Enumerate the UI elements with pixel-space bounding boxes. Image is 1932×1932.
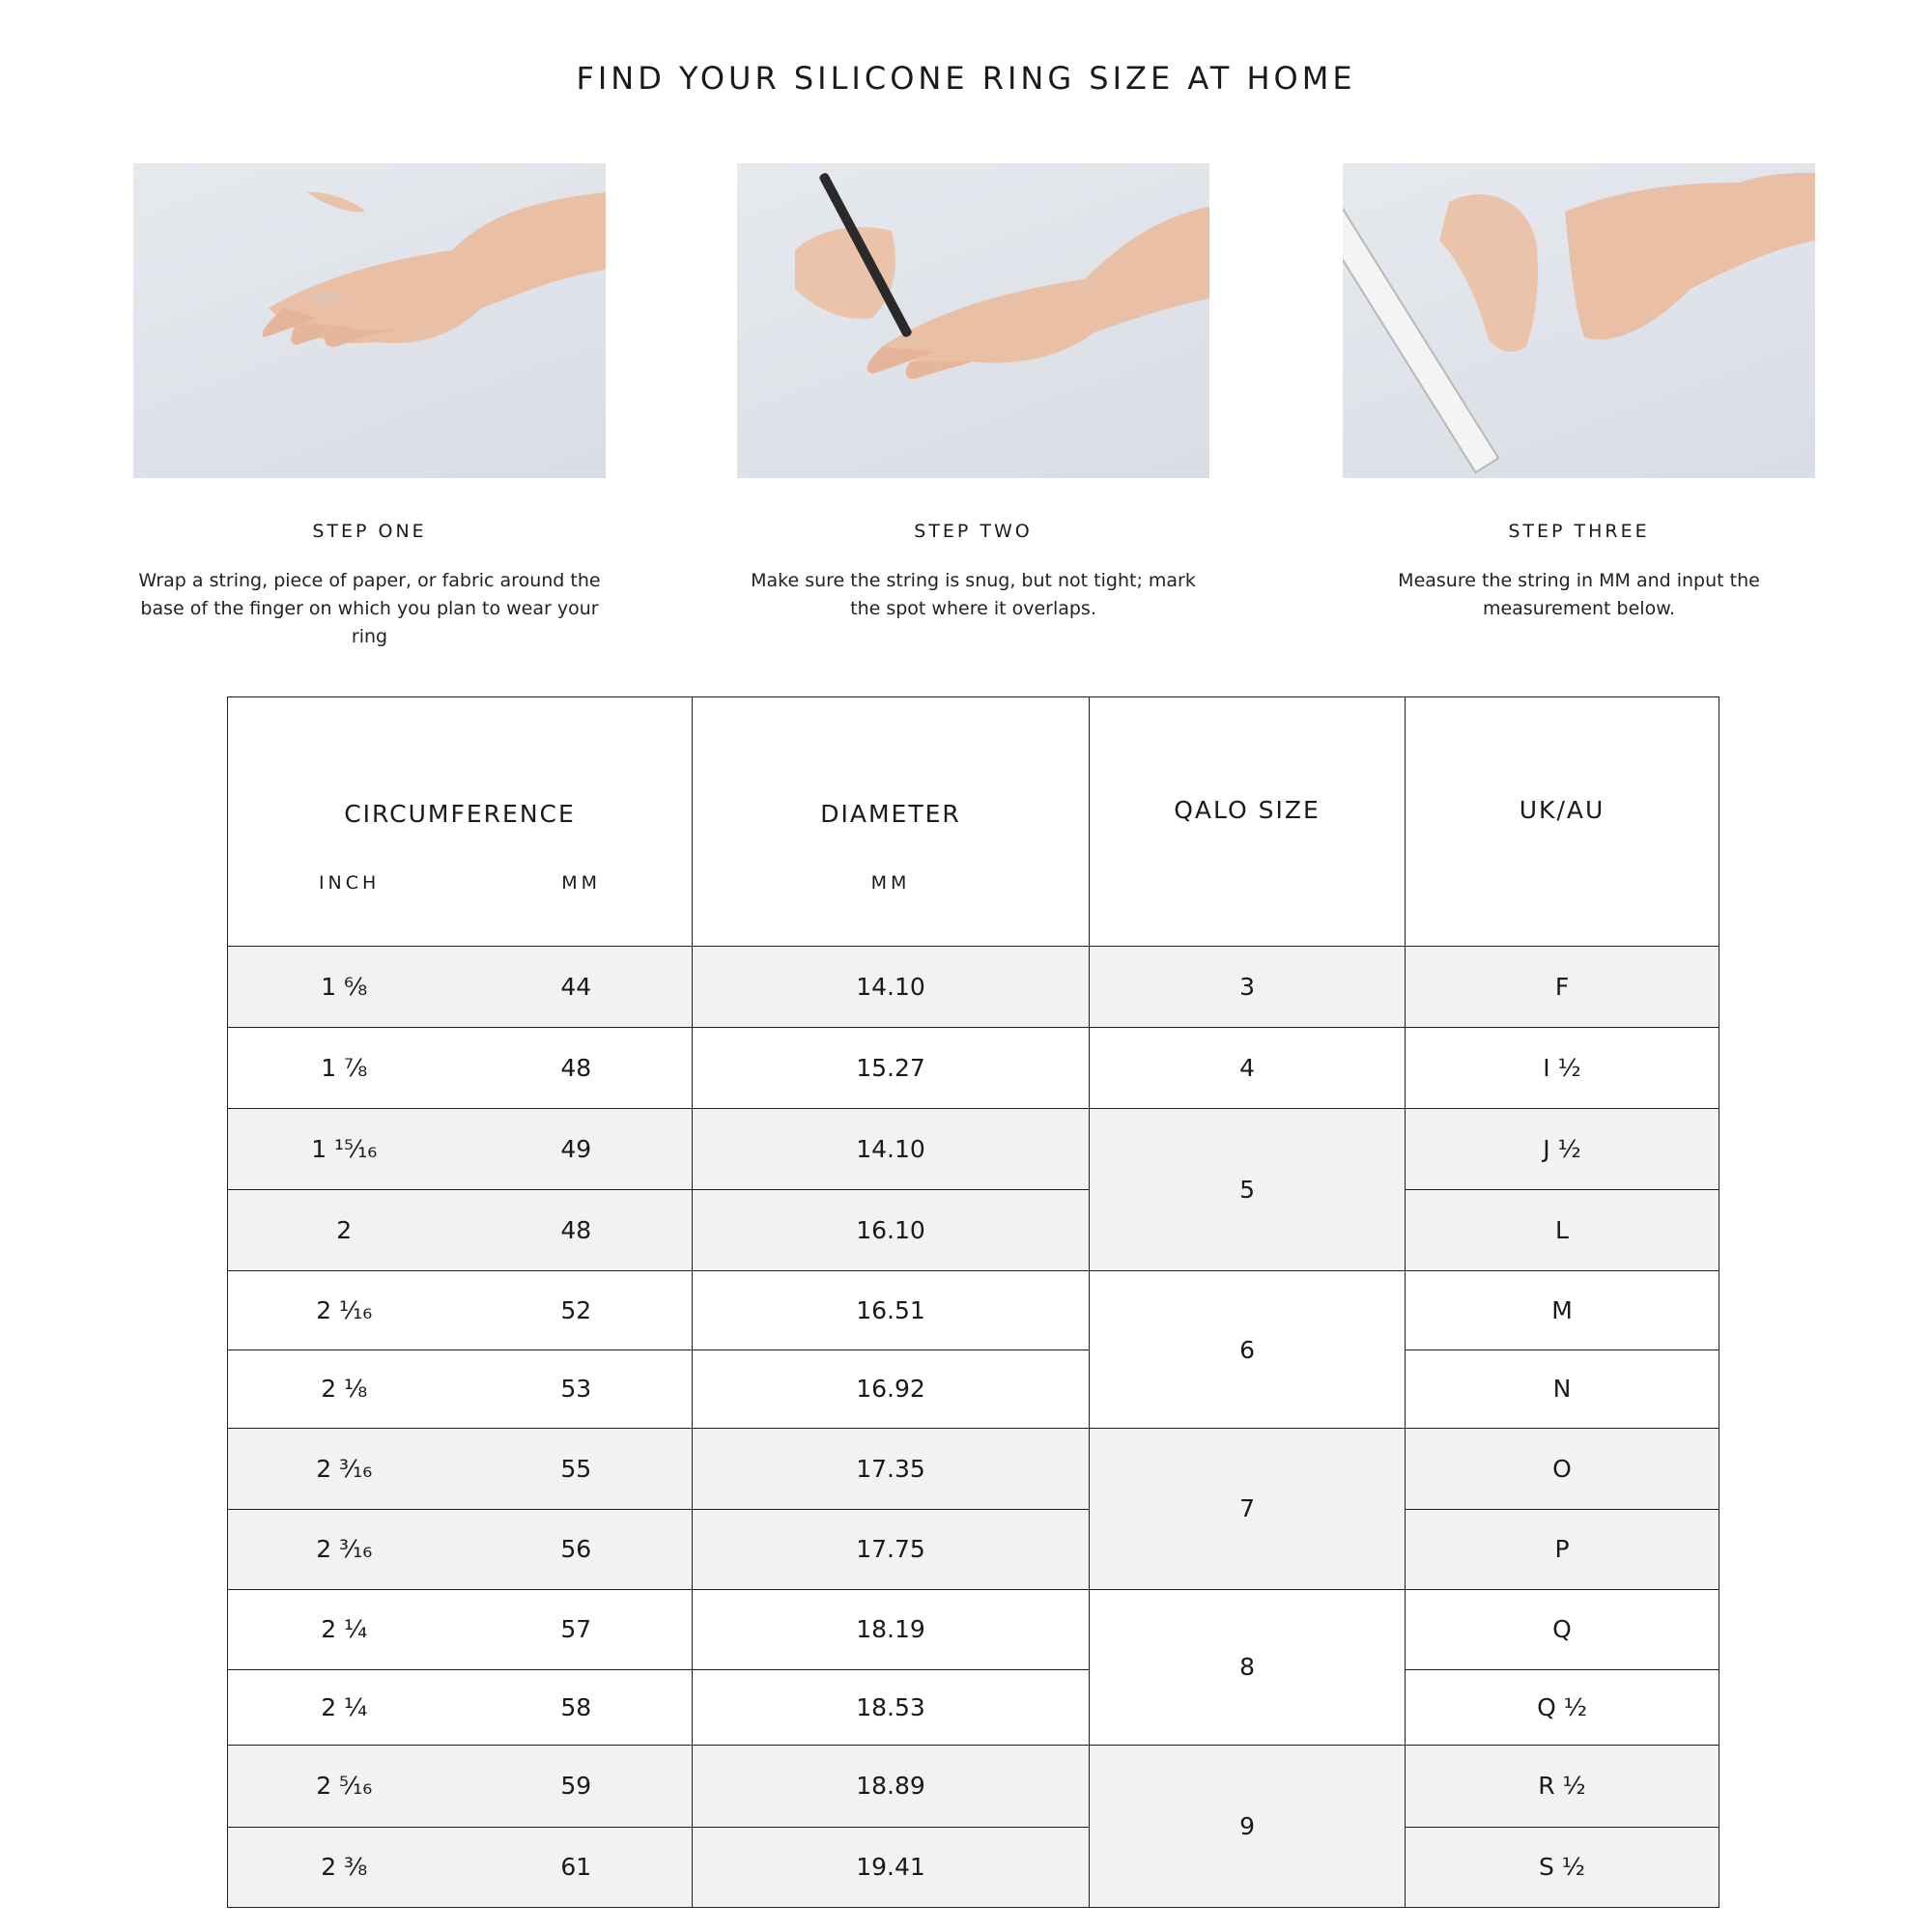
diameter-cell: 16.92 <box>693 1350 1090 1428</box>
table-row <box>228 1028 1719 1109</box>
diameter-cell: 14.10 <box>693 947 1090 1028</box>
mm-cell: 61 <box>461 1827 693 1907</box>
uk-au-header <box>1406 697 1719 947</box>
table-row <box>228 1109 1719 1190</box>
circumference-header-label: CIRCUMFERENCE <box>344 800 576 828</box>
page-title: FIND YOUR SILICONE RING SIZE AT HOME <box>576 60 1356 97</box>
inch-cell: 1 ⁶⁄₈ <box>228 947 461 1028</box>
qalo-size-cell: 5 <box>1090 1109 1406 1271</box>
step-three-photo <box>1343 163 1815 478</box>
uk-au-cell: L <box>1406 1190 1719 1271</box>
mm-cell: 55 <box>461 1428 693 1509</box>
table-row <box>228 1271 1719 1350</box>
uk-au-cell: Q ½ <box>1406 1669 1719 1745</box>
diameter-cell: 16.10 <box>693 1190 1090 1271</box>
mm-cell: 53 <box>461 1350 693 1428</box>
table-row <box>228 947 1719 1028</box>
qalo-size-cell: 9 <box>1090 1745 1406 1907</box>
mm-cell: 49 <box>461 1109 693 1190</box>
ring-size-table <box>227 696 1719 1908</box>
diameter-cell: 18.53 <box>693 1669 1090 1745</box>
diameter-cell: 17.35 <box>693 1428 1090 1509</box>
step-three-description: Measure the string in MM and input the measurement below. <box>1398 570 1760 619</box>
qalo-size-cell: 8 <box>1090 1589 1406 1745</box>
diameter-cell: 14.10 <box>693 1109 1090 1190</box>
uk-au-cell: Q <box>1406 1589 1719 1669</box>
inch-cell: 2 ¹⁄₄ <box>228 1589 461 1669</box>
inch-cell: 1 ⁷⁄₈ <box>228 1028 461 1109</box>
step-two-title: STEP TWO <box>914 521 1033 542</box>
step-two-description: Make sure the string is snug, but not tight; mark the spot where it overlaps. <box>751 570 1196 619</box>
table-row <box>228 1589 1719 1669</box>
table-row <box>228 1827 1719 1907</box>
table-row <box>228 1350 1719 1428</box>
circumference-header <box>228 697 693 947</box>
uk-au-header-label: UK/AU <box>1519 796 1605 824</box>
diameter-cell: 15.27 <box>693 1028 1090 1109</box>
mm-cell: 59 <box>461 1745 693 1827</box>
step-one <box>133 163 606 651</box>
table-row <box>228 1428 1719 1509</box>
diameter-mm-subheader: MM <box>870 872 911 894</box>
table-row <box>228 1509 1719 1589</box>
inch-cell: 2 <box>228 1190 461 1271</box>
inch-cell: 2 ³⁄₁₆ <box>228 1509 461 1589</box>
mm-cell: 48 <box>461 1028 693 1109</box>
mm-cell: 48 <box>461 1190 693 1271</box>
qalo-size-header-label: QALO SIZE <box>1174 796 1321 824</box>
diameter-cell: 17.75 <box>693 1509 1090 1589</box>
step-one-title: STEP ONE <box>312 521 427 542</box>
uk-au-cell: S ½ <box>1406 1827 1719 1907</box>
inch-cell: 2 ¹⁄₈ <box>228 1350 461 1428</box>
table-row <box>228 1745 1719 1827</box>
uk-au-cell: J ½ <box>1406 1109 1719 1190</box>
diameter-cell: 19.41 <box>693 1827 1090 1907</box>
uk-au-cell: O <box>1406 1428 1719 1509</box>
mm-cell: 57 <box>461 1589 693 1669</box>
table-row <box>228 1669 1719 1745</box>
qalo-size-cell: 4 <box>1090 1028 1406 1109</box>
uk-au-cell: R ½ <box>1406 1745 1719 1827</box>
diameter-header-label: DIAMETER <box>820 800 961 828</box>
step-two-photo <box>737 163 1209 478</box>
qalo-size-cell: 3 <box>1090 947 1406 1028</box>
step-one-photo <box>133 163 606 478</box>
uk-au-cell: P <box>1406 1509 1719 1589</box>
step-two <box>737 163 1209 623</box>
uk-au-cell: M <box>1406 1271 1719 1350</box>
inch-cell: 2 ³⁄₁₆ <box>228 1428 461 1509</box>
table-row <box>228 1190 1719 1271</box>
inch-cell: 1 ¹⁵⁄₁₆ <box>228 1109 461 1190</box>
mm-subheader: MM <box>561 872 602 894</box>
mm-cell: 56 <box>461 1509 693 1589</box>
inch-cell: 2 ¹⁄₁₆ <box>228 1271 461 1350</box>
diameter-cell: 16.51 <box>693 1271 1090 1350</box>
mm-cell: 52 <box>461 1271 693 1350</box>
qalo-size-cell: 6 <box>1090 1271 1406 1428</box>
qalo-size-header <box>1090 697 1406 947</box>
uk-au-cell: F <box>1406 947 1719 1028</box>
step-three <box>1343 163 1815 623</box>
inch-cell: 2 ⁵⁄₁₆ <box>228 1745 461 1827</box>
diameter-cell: 18.89 <box>693 1745 1090 1827</box>
inch-subheader: INCH <box>318 872 381 894</box>
mm-cell: 58 <box>461 1669 693 1745</box>
uk-au-cell: I ½ <box>1406 1028 1719 1109</box>
diameter-header <box>693 697 1090 947</box>
qalo-size-cell: 7 <box>1090 1428 1406 1589</box>
inch-cell: 2 ³⁄₈ <box>228 1827 461 1907</box>
table-header-row <box>228 697 1719 947</box>
inch-cell: 2 ¹⁄₄ <box>228 1669 461 1745</box>
diameter-cell: 18.19 <box>693 1589 1090 1669</box>
mm-cell: 44 <box>461 947 693 1028</box>
step-one-description: Wrap a string, piece of paper, or fabric around the base of the finger on which you plan to wear your ring <box>138 570 601 647</box>
uk-au-cell: N <box>1406 1350 1719 1428</box>
step-three-title: STEP THREE <box>1508 521 1650 542</box>
